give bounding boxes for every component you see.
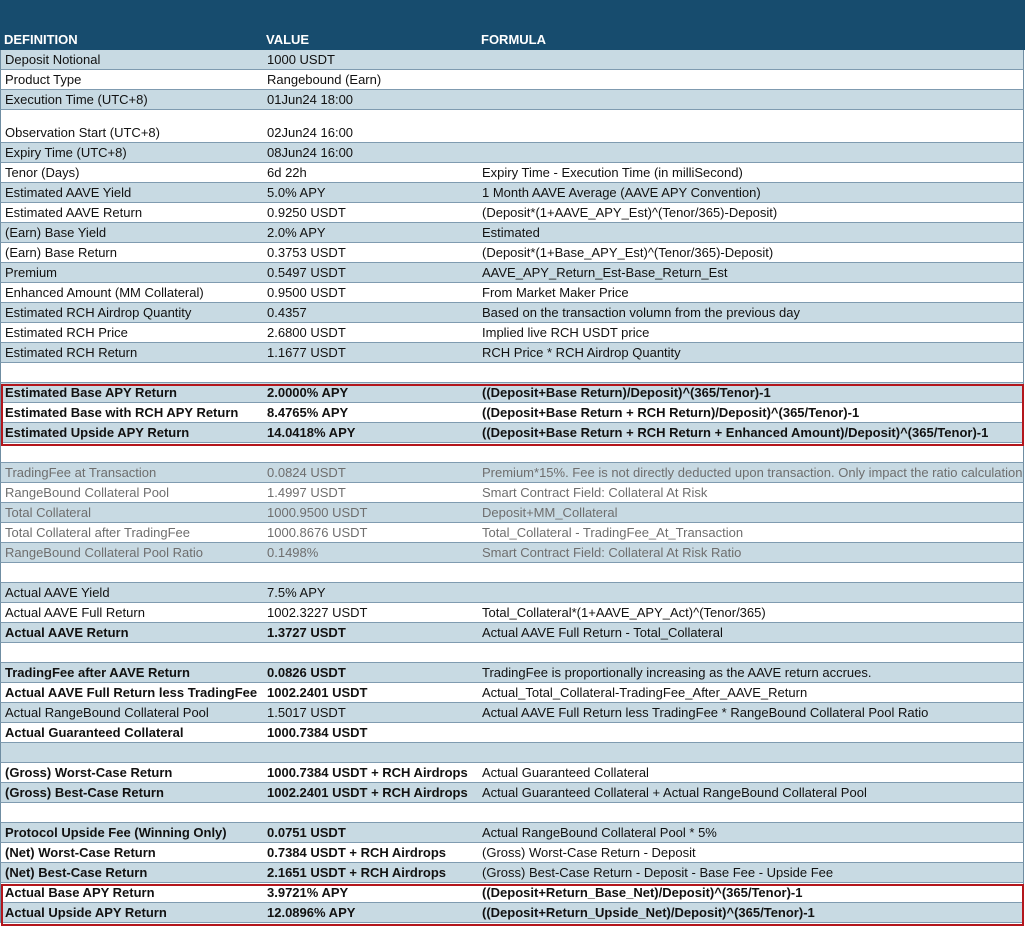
column-header-value: VALUE	[266, 32, 310, 47]
definition-cell: Observation Start (UTC+8)	[5, 125, 160, 140]
definition-cell: Estimated RCH Return	[5, 345, 138, 360]
value-cell: 14.0418% APY	[267, 425, 356, 440]
definition-cell: Product Type	[5, 72, 82, 87]
table-row	[0, 343, 1024, 363]
table-row	[0, 703, 1024, 723]
definition-cell: Estimated Base APY Return	[5, 385, 177, 400]
table-row	[0, 863, 1024, 883]
table-row	[0, 183, 1024, 203]
value-cell: 1002.2401 USDT + RCH Airdrops	[267, 785, 468, 800]
definition-cell: Total Collateral	[5, 505, 91, 520]
table-row	[0, 523, 1024, 543]
table-row	[0, 683, 1024, 703]
value-cell: 1000.7384 USDT + RCH Airdrops	[267, 765, 468, 780]
definition-cell: (Earn) Base Yield	[5, 225, 107, 240]
table-row	[0, 110, 1024, 143]
formula-cell: Expiry Time - Execution Time (in milliSecond)	[482, 165, 743, 180]
formula-cell: Estimated	[482, 225, 540, 240]
formula-cell: RCH Price * RCH Airdrop Quantity	[482, 345, 681, 360]
definition-cell: Estimated Base with RCH APY Return	[5, 405, 239, 420]
formula-cell: Actual AAVE Full Return - Total_Collateral	[482, 625, 723, 640]
table-row	[0, 663, 1024, 683]
formula-cell: Actual Guaranteed Collateral	[482, 765, 649, 780]
value-cell: 3.9721% APY	[267, 885, 349, 900]
formula-cell: Smart Contract Field: Collateral At Risk Ratio	[482, 545, 742, 560]
formula-cell: Implied live RCH USDT price	[482, 325, 650, 340]
table-row	[0, 623, 1024, 643]
definition-cell: Expiry Time (UTC+8)	[5, 145, 127, 160]
table-row	[0, 903, 1024, 923]
table-row	[0, 723, 1024, 743]
definition-cell: (Gross) Worst-Case Return	[5, 765, 173, 780]
definition-cell: Estimated AAVE Return	[5, 205, 143, 220]
formula-cell: ((Deposit+Return_Upside_Net)/Deposit)^(365/Tenor)-1	[482, 905, 815, 920]
table-header	[0, 0, 1025, 50]
formula-cell: Deposit+MM_Collateral	[482, 505, 618, 520]
table-row	[0, 303, 1024, 323]
definition-cell: Actual RangeBound Collateral Pool	[5, 705, 209, 720]
table-row	[0, 463, 1024, 483]
value-cell: 0.0824 USDT	[267, 465, 346, 480]
table-row	[0, 163, 1024, 183]
formula-cell: (Deposit*(1+Base_APY_Est)^(Tenor/365)-Deposit)	[482, 245, 774, 260]
definition-cell: Estimated RCH Airdrop Quantity	[5, 305, 192, 320]
table-row	[0, 843, 1024, 863]
value-cell: 02Jun24 16:00	[267, 125, 354, 140]
table-row	[0, 503, 1024, 523]
value-cell: 12.0896% APY	[267, 905, 356, 920]
value-cell: 1.4997 USDT	[267, 485, 346, 500]
definition-cell: Tenor (Days)	[5, 165, 80, 180]
table-row	[0, 70, 1024, 90]
value-cell: 5.0% APY	[267, 185, 326, 200]
blank-row	[0, 643, 1024, 663]
value-cell: 0.9500 USDT	[267, 285, 346, 300]
blank-row	[0, 443, 1024, 463]
formula-cell: (Gross) Best-Case Return - Deposit - Base Fee - Upside Fee	[482, 865, 834, 880]
value-cell: 1002.3227 USDT	[267, 605, 368, 620]
value-cell: 08Jun24 16:00	[267, 145, 354, 160]
table-row	[0, 283, 1024, 303]
definition-table	[0, 50, 1025, 923]
definition-cell: Estimated RCH Price	[5, 325, 128, 340]
definition-cell: Actual AAVE Full Return	[5, 605, 145, 620]
table-row	[0, 823, 1024, 843]
definition-cell: TradingFee at Transaction	[5, 465, 157, 480]
value-cell: 1.5017 USDT	[267, 705, 346, 720]
formula-cell: Total_Collateral*(1+AAVE_APY_Act)^(Tenor/365)	[482, 605, 766, 620]
definition-cell: Execution Time (UTC+8)	[5, 92, 148, 107]
value-cell: 2.0000% APY	[267, 385, 349, 400]
value-cell: 0.3753 USDT	[267, 245, 346, 260]
formula-cell: (Deposit*(1+AAVE_APY_Est)^(Tenor/365)-Deposit)	[482, 205, 778, 220]
formula-cell: 1 Month AAVE Average (AAVE APY Convention)	[482, 185, 761, 200]
value-cell: 1000.7384 USDT	[267, 725, 368, 740]
column-header-formula: FORMULA	[481, 32, 546, 47]
definition-cell: TradingFee after AAVE Return	[5, 665, 190, 680]
definition-cell: (Net) Worst-Case Return	[5, 845, 156, 860]
definition-cell: (Earn) Base Return	[5, 245, 117, 260]
formula-cell: ((Deposit+Base Return)/Deposit)^(365/Tenor)-1	[482, 385, 771, 400]
value-cell: 2.1651 USDT + RCH Airdrops	[267, 865, 447, 880]
definition-cell: (Net) Best-Case Return	[5, 865, 148, 880]
table-row	[0, 883, 1024, 903]
table-row	[0, 603, 1024, 623]
table-row	[0, 763, 1024, 783]
table-row	[0, 403, 1024, 423]
table-row	[0, 223, 1024, 243]
value-cell: 01Jun24 18:00	[267, 92, 354, 107]
table-row	[0, 263, 1024, 283]
formula-cell: ((Deposit+Base Return + RCH Return + Enhanced Amount)/Deposit)^(365/Tenor)-1	[482, 425, 989, 440]
formula-cell: ((Deposit+Base Return + RCH Return)/Deposit)^(365/Tenor)-1	[482, 405, 860, 420]
definition-cell: Enhanced Amount (MM Collateral)	[5, 285, 204, 300]
formula-cell: TradingFee is proportionally increasing as the AAVE return accrues.	[482, 665, 872, 680]
value-cell: 0.0826 USDT	[267, 665, 346, 680]
definition-cell: Protocol Upside Fee (Winning Only)	[5, 825, 227, 840]
formula-cell: Actual_Total_Collateral-TradingFee_After_AAVE_Return	[482, 685, 808, 700]
value-cell: 2.6800 USDT	[267, 325, 346, 340]
value-cell: 1002.2401 USDT	[267, 685, 368, 700]
formula-cell: ((Deposit+Return_Base_Net)/Deposit)^(365/Tenor)-1	[482, 885, 803, 900]
value-cell: 0.1498%	[267, 545, 319, 560]
formula-cell: Smart Contract Field: Collateral At Risk	[482, 485, 708, 500]
definition-cell: Actual Base APY Return	[5, 885, 155, 900]
value-cell: 1.3727 USDT	[267, 625, 346, 640]
value-cell: 0.7384 USDT + RCH Airdrops	[267, 845, 447, 860]
value-cell: 1000.8676 USDT	[267, 525, 368, 540]
formula-cell: (Gross) Worst-Case Return - Deposit	[482, 845, 696, 860]
formula-cell: Based on the transaction volumn from the previous day	[482, 305, 800, 320]
table-row	[0, 143, 1024, 163]
table-row	[0, 783, 1024, 803]
definition-cell: Deposit Notional	[5, 52, 101, 67]
definition-cell: Total Collateral after TradingFee	[5, 525, 190, 540]
value-cell: Rangebound (Earn)	[267, 72, 382, 87]
table-row	[0, 50, 1024, 70]
blank-row	[0, 363, 1024, 383]
definition-cell: Actual AAVE Yield	[5, 585, 110, 600]
value-cell: 2.0% APY	[267, 225, 326, 240]
blank-row	[0, 803, 1024, 823]
value-cell: 0.0751 USDT	[267, 825, 346, 840]
value-cell: 0.9250 USDT	[267, 205, 346, 220]
definition-cell: Estimated Upside APY Return	[5, 425, 190, 440]
table-row	[0, 423, 1024, 443]
value-cell: 1.1677 USDT	[267, 345, 346, 360]
definition-cell: (Gross) Best-Case Return	[5, 785, 164, 800]
value-cell: 0.4357	[267, 305, 307, 320]
value-cell: 1000 USDT	[267, 52, 335, 67]
value-cell: 8.4765% APY	[267, 405, 349, 420]
definition-cell: Actual AAVE Full Return less TradingFee	[5, 685, 258, 700]
formula-cell: AAVE_APY_Return_Est-Base_Return_Est	[482, 265, 728, 280]
table-row	[0, 243, 1024, 263]
blank-row	[0, 563, 1024, 583]
definition-cell: Estimated AAVE Yield	[5, 185, 132, 200]
definition-cell: RangeBound Collateral Pool Ratio	[5, 545, 204, 560]
table-row	[0, 383, 1024, 403]
formula-cell: Actual Guaranteed Collateral + Actual RangeBound Collateral Pool	[482, 785, 867, 800]
table-row	[0, 323, 1024, 343]
definition-cell: Actual Upside APY Return	[5, 905, 167, 920]
table-row	[0, 90, 1024, 110]
table-row	[0, 583, 1024, 603]
value-cell: 1000.9500 USDT	[267, 505, 368, 520]
blank-row	[0, 743, 1024, 763]
definition-cell: RangeBound Collateral Pool	[5, 485, 170, 500]
formula-cell: Actual AAVE Full Return less TradingFee * RangeBound Collateral Pool Ratio	[482, 705, 929, 720]
definition-cell: Premium	[5, 265, 58, 280]
table-row	[0, 543, 1024, 563]
formula-cell: Total_Collateral - TradingFee_At_Transaction	[482, 525, 744, 540]
value-cell: 7.5% APY	[267, 585, 326, 600]
formula-cell: Actual RangeBound Collateral Pool * 5%	[482, 825, 717, 840]
value-cell: 0.5497 USDT	[267, 265, 346, 280]
definition-cell: Actual Guaranteed Collateral	[5, 725, 184, 740]
formula-cell: From Market Maker Price	[482, 285, 629, 300]
definition-cell: Actual AAVE Return	[5, 625, 129, 640]
table-row	[0, 483, 1024, 503]
column-header-definition: DEFINITION	[4, 32, 78, 47]
table-row	[0, 203, 1024, 223]
formula-cell: Premium*15%. Fee is not directly deducted upon transaction. Only impact the ratio calculation	[482, 465, 1023, 480]
value-cell: 6d 22h	[267, 165, 307, 180]
